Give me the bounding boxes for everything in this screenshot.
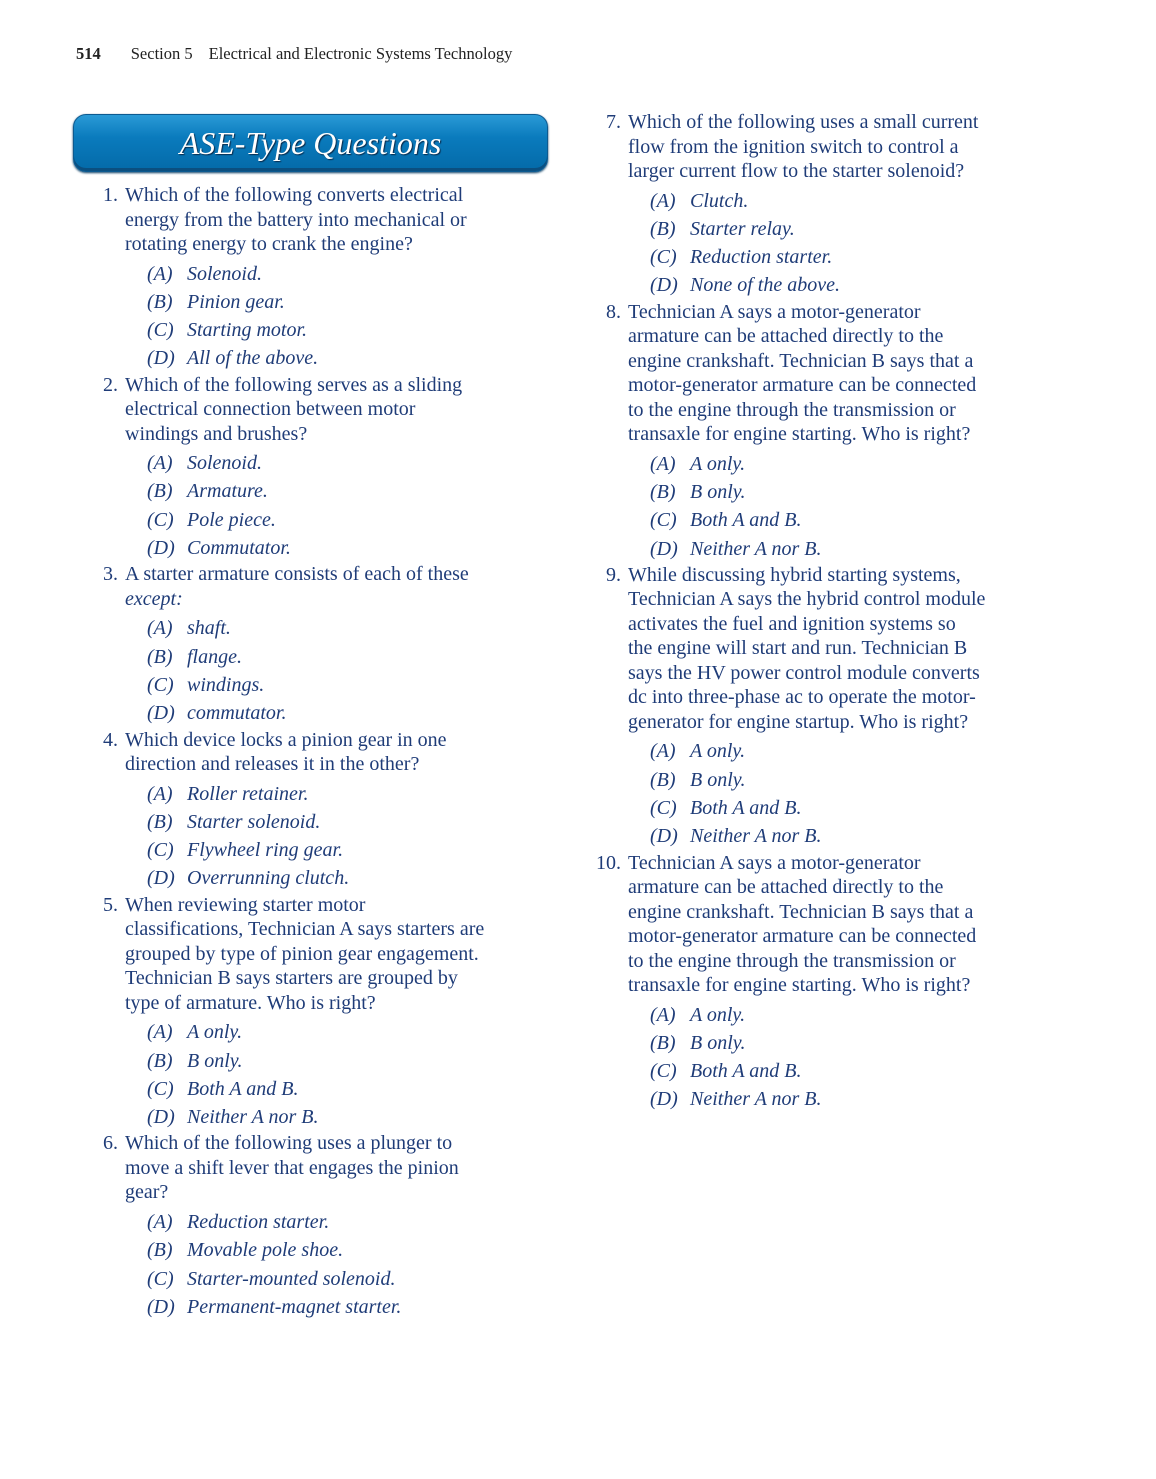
question-text-line: A starter armature consists of each of these (125, 563, 469, 586)
option-text: Commutator. (187, 537, 291, 560)
question-text-line: except: (125, 587, 183, 610)
question (595, 110, 985, 300)
question-text-line: transaxle for engine starting. Who is right? (628, 423, 971, 446)
question-text-line: activates the fuel and ignition systems so (628, 612, 956, 635)
option-letter: (D) (147, 1295, 175, 1318)
option-text: shaft. (187, 617, 231, 640)
option-text: Movable pole shoe. (187, 1239, 344, 1262)
question-number: 5. (103, 893, 118, 916)
option-letter: (C) (147, 839, 174, 862)
answer-option (147, 477, 484, 505)
answer-option (147, 614, 484, 642)
answer-option (147, 1047, 484, 1075)
option-letter: (C) (147, 319, 174, 342)
answer-option (147, 671, 484, 699)
question-text-line: move a shift lever that engages the pinion (125, 1156, 459, 1179)
question-text-line: energy from the battery into mechanical or (125, 208, 467, 231)
option-letter: (A) (650, 189, 676, 212)
answer-option (147, 1018, 484, 1046)
option-letter: (B) (147, 645, 173, 668)
question-text-line: electrical connection between motor (125, 398, 416, 421)
option-text: A only. (187, 1021, 243, 1044)
option-letter: (A) (147, 262, 173, 285)
option-letter: (C) (147, 1267, 174, 1290)
question-text-line: motor-generator armature can be connected (628, 374, 977, 397)
question (92, 562, 484, 727)
answer-option (147, 288, 484, 316)
question-text-line: Which of the following uses a plunger to (125, 1132, 453, 1155)
question-text-line: type of armature. Who is right? (125, 991, 376, 1014)
option-letter: (D) (650, 537, 678, 560)
question-text-line: the engine will start and run. Technician B (628, 637, 968, 660)
option-text: A only. (690, 740, 746, 763)
answer-option (147, 260, 484, 288)
option-text: Pole piece. (187, 508, 276, 531)
answer-option (147, 449, 484, 477)
option-text: Neither A nor B. (690, 825, 822, 848)
option-letter: (C) (650, 246, 677, 269)
question-text-line: Technician A says a motor-generator (628, 300, 921, 323)
question-text-line: to the engine through the transmission or (628, 949, 956, 972)
answer-option (147, 1236, 484, 1264)
option-text: Overrunning clutch. (187, 867, 350, 890)
option-letter: (D) (147, 702, 175, 725)
answer-option (650, 215, 985, 243)
option-text: Neither A nor B. (690, 537, 822, 560)
option-text: Pinion gear. (187, 290, 285, 313)
question-number: 10. (596, 851, 621, 874)
question-number: 8. (606, 300, 621, 323)
option-text: flange. (187, 645, 242, 668)
answer-option (650, 822, 985, 850)
question (92, 1131, 484, 1321)
question-text-line: Technician A says a motor-generator (628, 851, 921, 874)
option-letter: (A) (650, 1003, 676, 1026)
option-text: B only. (690, 1031, 746, 1054)
question (92, 728, 484, 893)
option-letter: (B) (650, 768, 676, 791)
option-text: Solenoid. (187, 262, 262, 285)
question-text-line: flow from the ignition switch to control a (628, 135, 959, 158)
answer-option (147, 836, 484, 864)
answer-option (650, 506, 985, 534)
option-letter: (C) (650, 509, 677, 532)
answer-options (147, 1015, 484, 1131)
option-text: Reduction starter. (690, 246, 833, 269)
option-text: Starter-mounted solenoid. (187, 1267, 396, 1290)
question (595, 563, 985, 851)
option-letter: (B) (650, 217, 676, 240)
option-letter: (D) (650, 825, 678, 848)
option-text: Starter solenoid. (187, 810, 321, 833)
option-letter: (B) (147, 810, 173, 833)
question-text-line: engine crankshaft. Technician B says that a (628, 349, 974, 372)
question-text-line: motor-generator armature can be connected (628, 925, 977, 948)
section-label: Section 5 (130, 44, 193, 63)
question-number: 1. (103, 184, 118, 206)
option-letter: (C) (650, 1060, 677, 1083)
question-text-line: Which of the following converts electrical (125, 184, 464, 206)
option-text: B only. (690, 768, 746, 791)
answer-option (147, 344, 484, 372)
question-text-line: gear? (125, 1181, 169, 1204)
option-text: Both A and B. (690, 1060, 802, 1083)
question-text-line: Technician B says starters are grouped by (125, 967, 458, 990)
answer-option (147, 780, 484, 808)
question (92, 893, 484, 1132)
option-text: Solenoid. (187, 452, 262, 475)
answer-option (147, 506, 484, 534)
option-letter: (C) (147, 508, 174, 531)
option-text: Both A and B. (690, 796, 802, 819)
answer-option (147, 1208, 484, 1236)
option-letter: (A) (147, 1210, 173, 1233)
question-number: 7. (606, 111, 621, 133)
question-number: 3. (103, 563, 118, 586)
question-text-line: rotating energy to crank the engine? (125, 233, 413, 255)
answer-option (147, 316, 484, 344)
answer-option (650, 450, 985, 478)
option-letter: (B) (147, 1049, 173, 1072)
option-text: Clutch. (690, 189, 749, 212)
answer-options (147, 777, 484, 893)
answer-option (650, 1001, 985, 1029)
option-letter: (B) (147, 480, 173, 503)
question-text-line: grouped by type of pinion gear engagement. (125, 942, 479, 965)
option-text: Armature. (187, 480, 268, 503)
option-letter: (D) (147, 867, 175, 890)
question-text-line: says the HV power control module converts (628, 661, 980, 684)
question (92, 183, 484, 373)
section-banner (73, 114, 548, 172)
option-text: B only. (690, 480, 746, 503)
option-letter: (A) (147, 782, 173, 805)
answer-option (650, 1085, 985, 1113)
answer-option (650, 478, 985, 506)
option-letter: (A) (147, 617, 173, 640)
question-text-line: dc into three-phase ac to operate the motor- (628, 686, 976, 709)
question-text-line: larger current flow to the starter solenoid? (628, 160, 965, 182)
option-text: Reduction starter. (187, 1210, 330, 1233)
question-text-line: windings and brushes? (125, 422, 308, 445)
option-letter: (A) (147, 452, 173, 475)
option-letter: (D) (147, 1106, 175, 1129)
question-text-line: engine crankshaft. Technician B says that a (628, 900, 974, 923)
answer-options (650, 447, 985, 563)
left-column (92, 183, 484, 1321)
question (595, 300, 985, 563)
answer-option (147, 864, 484, 892)
option-text: None of the above. (690, 274, 840, 297)
answer-option (147, 808, 484, 836)
question-text-line: transaxle for engine starting. Who is right? (628, 974, 971, 997)
question-text-line: to the engine through the transmission or (628, 398, 956, 421)
answer-option (147, 534, 484, 562)
question-text-line: classifications, Technician A says starters are (125, 918, 485, 941)
question (92, 373, 484, 563)
question-text-line: When reviewing starter motor (125, 893, 366, 916)
option-letter: (D) (650, 1088, 678, 1111)
option-letter: (B) (147, 1239, 173, 1262)
answer-option (650, 535, 985, 563)
answer-option (147, 1103, 484, 1131)
running-head (76, 44, 512, 64)
answer-options (650, 998, 985, 1114)
right-column (595, 110, 985, 1114)
option-text: Flywheel ring gear. (187, 839, 344, 862)
option-text: Permanent-magnet starter. (187, 1295, 402, 1318)
answer-option (650, 766, 985, 794)
option-text: Roller retainer. (187, 782, 309, 805)
banner-title: ASE-Type Questions (179, 124, 442, 161)
question-number: 6. (103, 1132, 118, 1155)
option-text: Both A and B. (690, 509, 802, 532)
question-number: 9. (606, 563, 621, 586)
answer-option (147, 699, 484, 727)
option-letter: (C) (650, 796, 677, 819)
option-text: Neither A nor B. (690, 1088, 822, 1111)
answer-options (147, 257, 484, 373)
question-text-line: Which of the following serves as a sliding (125, 373, 463, 396)
answer-option (147, 1293, 484, 1321)
option-letter: (D) (147, 537, 175, 560)
option-letter: (C) (147, 673, 174, 696)
option-letter: (B) (650, 1031, 676, 1054)
option-letter: (D) (650, 274, 678, 297)
page-number: 514 (76, 44, 101, 63)
answer-option (650, 243, 985, 271)
answer-option (147, 1075, 484, 1103)
option-text: windings. (187, 673, 265, 696)
answer-option (147, 1265, 484, 1293)
answer-options (147, 1205, 484, 1321)
question-text-line: generator for engine startup. Who is right? (628, 710, 969, 733)
question (595, 851, 985, 1114)
option-text: Both A and B. (187, 1077, 299, 1100)
option-text: commutator. (187, 702, 287, 725)
question-text-line: Technician A says the hybrid control module (628, 588, 986, 611)
answer-option (650, 271, 985, 299)
option-text: Neither A nor B. (187, 1106, 319, 1129)
answer-option (147, 643, 484, 671)
option-letter: (B) (650, 480, 676, 503)
answer-options (147, 446, 484, 562)
question-number: 2. (103, 373, 118, 396)
answer-options (650, 734, 985, 850)
question-text-line: armature can be attached directly to the (628, 876, 944, 899)
option-text: Starting motor. (187, 319, 308, 342)
question-text-line: direction and releases it in the other? (125, 753, 420, 776)
answer-option (650, 187, 985, 215)
option-letter: (A) (650, 740, 676, 763)
option-letter: (C) (147, 1077, 174, 1100)
answer-option (650, 1029, 985, 1057)
option-text: Starter relay. (690, 217, 795, 240)
question-text-line: Which device locks a pinion gear in one (125, 728, 447, 751)
question-number: 4. (103, 728, 118, 751)
option-text: B only. (187, 1049, 243, 1072)
option-text: A only. (690, 1003, 746, 1026)
option-letter: (D) (147, 347, 175, 370)
option-letter: (B) (147, 290, 173, 313)
answer-option (650, 737, 985, 765)
answer-option (650, 794, 985, 822)
answer-option (650, 1057, 985, 1085)
option-text: A only. (690, 452, 746, 475)
section-title: Electrical and Electronic Systems Technology (208, 44, 513, 63)
question-text-line: Which of the following uses a small current (628, 111, 979, 133)
option-letter: (A) (147, 1021, 173, 1044)
answer-options (650, 184, 985, 300)
answer-options (147, 611, 484, 727)
option-text: All of the above. (187, 347, 319, 370)
option-letter: (A) (650, 452, 676, 475)
question-text-line: While discussing hybrid starting systems, (628, 563, 961, 586)
question-text-line: armature can be attached directly to the (628, 325, 944, 348)
